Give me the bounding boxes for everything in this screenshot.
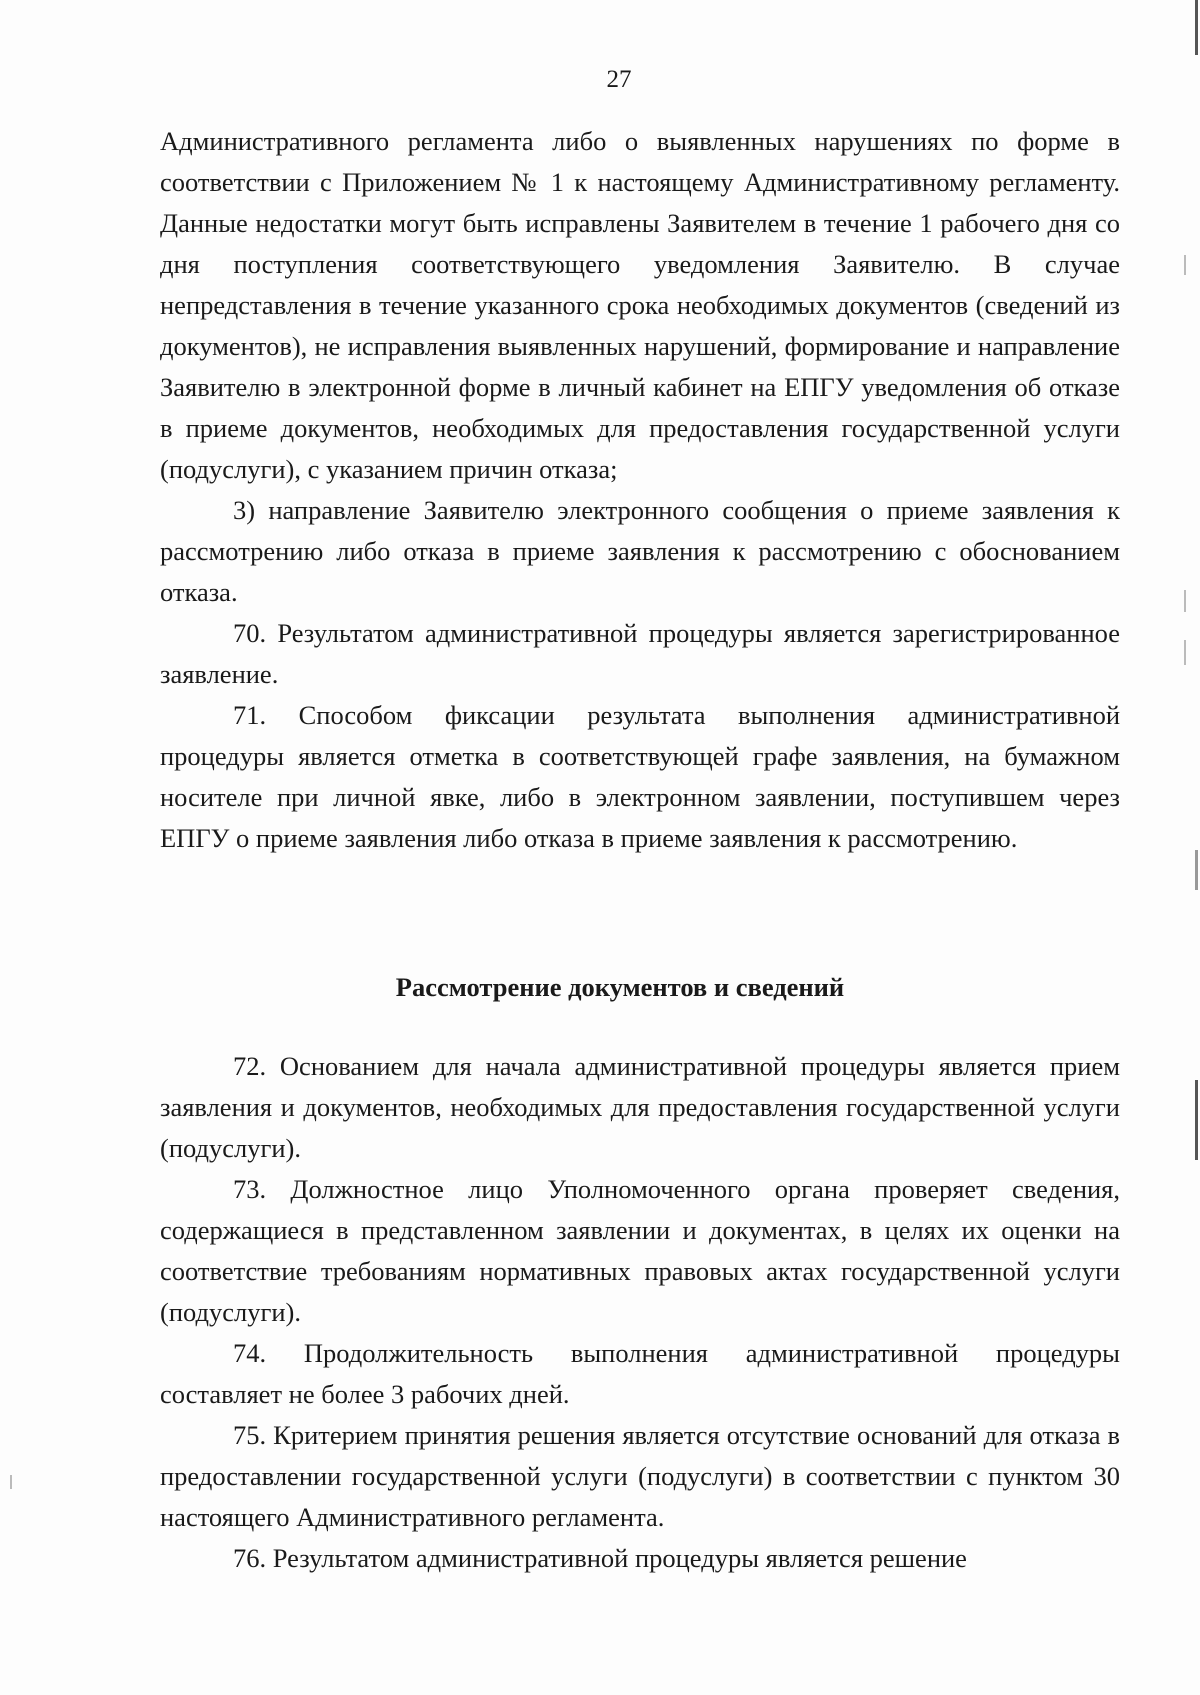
paragraph-73: 73. Должностное лицо Уполномоченного органа проверяет сведения, содержащиеся в представленном заявлении и документах, в целях их оценки на соответствие требованиям нормативных правовых актах государственной услуги (подуслуги). bbox=[160, 1174, 1120, 1327]
scan-artifact bbox=[1184, 590, 1186, 612]
paragraph-item-3: 3) направление Заявителю электронного сообщения о приеме заявления к рассмотрению либо отказа в приеме заявления к рассмотрению с обоснованием отказа. bbox=[160, 495, 1120, 607]
scan-artifact bbox=[10, 1475, 12, 1489]
paragraph-70: 70. Результатом административной процедуры является зарегистрированное заявление. bbox=[160, 618, 1120, 689]
body-text-before-heading bbox=[160, 121, 1120, 859]
paragraph-72: 72. Основанием для начала административной процедуры является прием заявления и документов, необходимых для предоставления государственной услуги (подуслуги). bbox=[160, 1051, 1120, 1163]
paragraph-continuation: Административного регламента либо о выявленных нарушениях по форме в соответствии с Приложением № 1 к настоящему Административному регламенту. Данные недостатки могут быть исправлены Заявителем в течение 1 рабочего дня со дня поступления соответствующего уведомления Заявителю. В случае непредставления в течение указанного срока необходимых документов (сведений из документов), не исправления выявленных нарушений, формирование и направление Заявителю в электронной форме в личный кабинет на ЕПГУ уведомления об отказе в приеме документов, необходимых для предоставления государственной услуги (подуслуги), с указанием причин отказа; bbox=[160, 126, 1120, 484]
scan-edge-mark bbox=[1195, 850, 1198, 890]
page-number: 27 bbox=[606, 66, 632, 93]
section-heading: Рассмотрение документов и сведений bbox=[395, 972, 845, 1002]
paragraph-75: 75. Критерием принятия решения является отсутствие оснований для отказа в предоставлении государственной услуги (подуслуги) в соответствии с пунктом 30 настоящего Административного регламента. bbox=[160, 1420, 1120, 1532]
scan-edge-mark bbox=[1195, 1080, 1198, 1160]
body-text-after-heading bbox=[160, 1046, 1120, 1579]
paragraph-74: 74. Продолжительность выполнения административной процедуры составляет не более 3 рабочих дней. bbox=[160, 1338, 1120, 1409]
scan-artifact bbox=[1184, 640, 1186, 665]
scan-edge-mark bbox=[1195, 0, 1198, 55]
scan-artifact bbox=[1184, 255, 1186, 275]
paragraph-76: 76. Результатом административной процедуры является решение bbox=[233, 1543, 967, 1573]
paragraph-71: 71. Способом фиксации результата выполнения административной процедуры является отметка в соответствующей графе заявления, на бумажном носителе при личной явке, либо в электронном заявлении, поступившем через ЕПГУ о приеме заявления либо отказа в приеме заявления к рассмотрению. bbox=[160, 700, 1120, 853]
